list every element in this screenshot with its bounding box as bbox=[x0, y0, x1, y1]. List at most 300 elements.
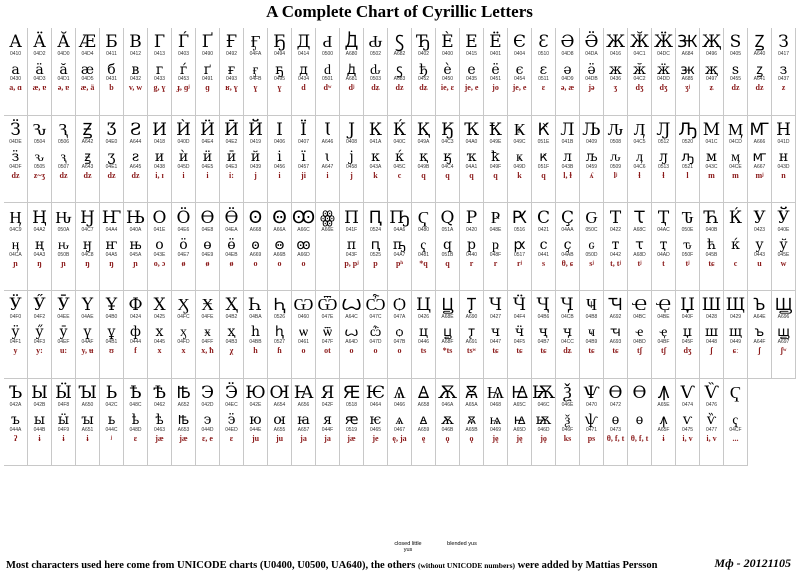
lowercase-glyph: ꙫ bbox=[274, 236, 285, 253]
lowercase-code: A685 bbox=[681, 76, 694, 83]
lowercase-code: A64D bbox=[345, 339, 358, 346]
letter-cell bbox=[244, 28, 268, 116]
lowercase-glyph: ҳ bbox=[227, 324, 236, 341]
lowercase-code: 0456 bbox=[273, 164, 286, 171]
uppercase-glyph: Ї bbox=[300, 120, 307, 141]
lowercase-glyph: г bbox=[155, 61, 164, 78]
lowercase-glyph: ꚍ bbox=[635, 236, 644, 253]
lowercase-code: 045F bbox=[681, 339, 694, 346]
phonetic-value: jæ bbox=[179, 434, 188, 444]
uppercase-code: 0409 bbox=[585, 139, 598, 145]
lowercase-glyph: љ bbox=[585, 149, 598, 166]
uppercase-code: A658 bbox=[417, 402, 430, 408]
phonetic-value: ə, æ bbox=[560, 83, 575, 93]
lowercase-code: 0511 bbox=[538, 76, 549, 83]
uppercase-glyph: Ѓ bbox=[177, 32, 190, 53]
letter-cell bbox=[532, 379, 556, 467]
phonetic-value: tʲ bbox=[685, 258, 690, 268]
lowercase-glyph: ԟ bbox=[539, 149, 548, 166]
lowercase-glyph: ї bbox=[301, 149, 306, 166]
uppercase-code: 0512 bbox=[657, 139, 670, 145]
uppercase-glyph: Ԏ bbox=[681, 207, 694, 228]
phonetic-value: æ, ä bbox=[80, 83, 95, 93]
phonetic-value: je, e bbox=[464, 83, 479, 93]
uppercase-code: 0474 bbox=[681, 402, 694, 408]
lowercase-code: 0431 bbox=[105, 76, 118, 83]
uppercase-code: 0407 bbox=[297, 139, 310, 145]
uppercase-code: 04A2 bbox=[33, 226, 46, 233]
letter-cell bbox=[340, 203, 364, 291]
lowercase-code: 04E7 bbox=[177, 251, 190, 258]
uppercase-code: A66C bbox=[297, 226, 310, 233]
uppercase-code: 048C bbox=[129, 402, 142, 408]
phonetic-value: dʷ bbox=[323, 83, 332, 93]
lowercase-code: 04E9 bbox=[201, 251, 214, 258]
phonetic-value: l, ɫ bbox=[563, 171, 572, 181]
uppercase-glyph: Ӟ bbox=[10, 120, 21, 141]
uppercase-glyph: Ꙕ bbox=[269, 383, 290, 404]
phonetic-value: i bbox=[182, 171, 185, 181]
uppercase-glyph: Ӡ bbox=[106, 120, 117, 141]
uppercase-glyph: Ѡ bbox=[293, 295, 314, 316]
footer-note bbox=[6, 560, 657, 571]
lowercase-glyph: ѣ bbox=[155, 412, 164, 429]
uppercase-code: 0490 bbox=[201, 51, 214, 58]
uppercase-glyph: Ӎ bbox=[727, 120, 744, 141]
lowercase-code: 046B bbox=[441, 427, 454, 434]
letter-cell bbox=[28, 291, 52, 379]
lowercase-code: 04A5 bbox=[105, 251, 118, 258]
letter-cell bbox=[628, 28, 652, 116]
lowercase-code: 0467 bbox=[393, 427, 406, 434]
uppercase-glyph: Ꙩ bbox=[248, 207, 263, 228]
uppercase-code: 0518 bbox=[345, 402, 358, 408]
uppercase-code: A666 bbox=[753, 139, 766, 145]
uppercase-code: 0476 bbox=[705, 402, 718, 408]
lowercase-code: 050B bbox=[57, 251, 70, 258]
lowercase-glyph: у bbox=[755, 236, 764, 253]
phonetic-value: je, e bbox=[512, 83, 527, 93]
lowercase-code: 0473 bbox=[609, 427, 622, 434]
lowercase-code: 0501 bbox=[321, 76, 334, 83]
lowercase-glyph: ш bbox=[704, 324, 718, 341]
letter-grid bbox=[4, 28, 796, 554]
letter-cell bbox=[52, 116, 76, 204]
uppercase-code: 0419 bbox=[249, 139, 262, 145]
uppercase-glyph: Ꚍ bbox=[634, 207, 645, 228]
lowercase-code: 04DF bbox=[9, 164, 22, 171]
phonetic-value: ʒ bbox=[613, 83, 618, 93]
phonetic-value: ɣ bbox=[253, 83, 258, 93]
letter-cell bbox=[364, 116, 388, 204]
lowercase-glyph: ң bbox=[35, 236, 44, 253]
lowercase-code: 044D bbox=[201, 427, 214, 434]
uppercase-code: 0420 bbox=[465, 226, 478, 233]
lowercase-code: 0450 bbox=[441, 76, 454, 83]
lowercase-glyph: ԍ bbox=[588, 236, 595, 253]
uppercase-glyph: Ӂ bbox=[629, 32, 650, 53]
letter-cell bbox=[604, 28, 628, 116]
lowercase-glyph: ӿ bbox=[204, 324, 211, 341]
uppercase-code: 051E bbox=[537, 139, 550, 145]
lowercase-code: 0461 bbox=[297, 339, 310, 346]
lowercase-code: 044B bbox=[33, 427, 46, 434]
letter-cell bbox=[148, 379, 172, 467]
letter-cell bbox=[52, 203, 76, 291]
phonetic-value: a, ɑ bbox=[9, 83, 22, 93]
phonetic-value: u: bbox=[59, 346, 68, 356]
uppercase-glyph: Ꙍ bbox=[341, 295, 362, 316]
phonetic-value: z bbox=[781, 83, 786, 93]
lowercase-glyph: ԏ bbox=[683, 236, 692, 253]
uppercase-code: 04AE bbox=[81, 314, 94, 321]
lowercase-glyph: ѷ bbox=[706, 412, 717, 429]
uppercase-glyph: Ч bbox=[488, 295, 503, 316]
lowercase-code: 04CE bbox=[729, 164, 742, 171]
lowercase-code: 0453 bbox=[177, 76, 190, 83]
phonetic-value: ʒʲ bbox=[684, 83, 691, 93]
uppercase-glyph: Ұ bbox=[105, 295, 118, 316]
phonetic-value: o bbox=[277, 258, 282, 268]
lowercase-glyph: ԇ bbox=[60, 149, 67, 166]
lowercase-glyph: е bbox=[467, 61, 476, 78]
lowercase-glyph: ү bbox=[83, 324, 92, 341]
letter-cell bbox=[100, 291, 124, 379]
uppercase-code: 050C bbox=[585, 226, 598, 233]
uppercase-code: 050E bbox=[681, 226, 694, 233]
lowercase-glyph: ԋ bbox=[57, 236, 70, 253]
phonetic-value: y bbox=[13, 346, 18, 356]
lowercase-code: 04DD bbox=[657, 76, 670, 83]
letter-cell bbox=[436, 28, 460, 116]
uppercase-code: 0402 bbox=[417, 51, 430, 58]
uppercase-glyph: Ѱ bbox=[583, 383, 600, 404]
uppercase-glyph: Ѫ bbox=[437, 383, 458, 404]
lowercase-glyph: ҍ bbox=[131, 412, 140, 429]
letter-cell bbox=[412, 203, 436, 291]
uppercase-glyph: Ԛ bbox=[440, 207, 455, 228]
lowercase-code: 0521 bbox=[681, 164, 694, 171]
uppercase-glyph: Ꙙ bbox=[417, 383, 430, 404]
letter-cell bbox=[508, 116, 532, 204]
lowercase-code: 043D bbox=[777, 164, 790, 171]
letter-cell bbox=[28, 116, 52, 204]
lowercase-glyph: ꙇ bbox=[324, 149, 331, 166]
phonetic-value: m bbox=[708, 171, 715, 181]
uppercase-glyph: Ӥ bbox=[200, 120, 215, 141]
uppercase-glyph: Ꙁ bbox=[754, 32, 765, 53]
letter-cell bbox=[292, 116, 316, 204]
uppercase-glyph: Ю bbox=[245, 383, 266, 404]
lowercase-glyph: д bbox=[299, 61, 308, 78]
phonetic-value: ie, ɛ bbox=[440, 83, 455, 93]
lowercase-code: 04BB bbox=[249, 339, 262, 346]
letter-cell bbox=[4, 203, 28, 291]
uppercase-code: 041D bbox=[777, 139, 790, 145]
letter-cell bbox=[532, 203, 556, 291]
lowercase-glyph: ҟ bbox=[491, 149, 500, 166]
phonetic-value: ə, ɐ bbox=[57, 83, 70, 93]
phonetic-value: tɕ bbox=[708, 258, 715, 268]
lowercase-glyph: и bbox=[154, 149, 165, 166]
lowercase-code: 0445 bbox=[153, 339, 166, 346]
lowercase-glyph: ꙅ bbox=[131, 149, 140, 166]
lowercase-glyph: л bbox=[563, 149, 572, 166]
lowercase-glyph: ӑ bbox=[59, 61, 68, 78]
phonetic-value: b bbox=[109, 83, 114, 93]
uppercase-glyph: Ө bbox=[200, 207, 215, 228]
lowercase-glyph: ѝ bbox=[178, 149, 189, 166]
uppercase-code: 04EA bbox=[225, 226, 238, 233]
phonetic-value: dz bbox=[59, 171, 68, 181]
uppercase-code: 0428 bbox=[705, 314, 718, 321]
lowercase-glyph: щ bbox=[728, 324, 742, 341]
lowercase-glyph: ꙁ bbox=[756, 61, 763, 78]
phonetic-value: dʲ bbox=[348, 83, 355, 93]
uppercase-glyph: Р bbox=[465, 207, 478, 228]
lowercase-glyph: т bbox=[611, 236, 620, 253]
letter-cell bbox=[4, 291, 28, 379]
uppercase-code: 0429 bbox=[729, 314, 742, 321]
uppercase-code: 04BE bbox=[657, 314, 670, 321]
uppercase-code: 04B8 bbox=[585, 314, 598, 321]
letter-cell bbox=[28, 203, 52, 291]
letter-cell bbox=[676, 203, 700, 291]
lowercase-code: 0457 bbox=[297, 164, 310, 171]
lowercase-glyph: ꚑ bbox=[468, 324, 475, 341]
letter-cell bbox=[100, 28, 124, 116]
uppercase-code: 047A bbox=[393, 314, 406, 321]
letter-cell bbox=[316, 203, 340, 291]
lowercase-glyph: ӄ bbox=[443, 149, 452, 166]
letter-cell bbox=[460, 379, 484, 467]
letter-cell bbox=[268, 291, 292, 379]
lowercase-code: 043F bbox=[345, 251, 358, 258]
uppercase-code: 041B bbox=[561, 139, 574, 145]
lowercase-glyph: м bbox=[706, 149, 717, 166]
lowercase-code: 0517 bbox=[513, 251, 526, 258]
lowercase-glyph: ӳ bbox=[35, 324, 44, 341]
uppercase-glyph: Ҝ bbox=[513, 120, 526, 141]
page-title: A Complete Chart of Cyrillic Letters bbox=[266, 2, 533, 21]
letter-cell bbox=[604, 291, 628, 379]
lowercase-code: 04A7 bbox=[393, 251, 406, 258]
lowercase-code: 04F5 bbox=[513, 339, 526, 346]
lowercase-code: A66D bbox=[297, 251, 310, 258]
lowercase-glyph: ꙑ bbox=[81, 412, 94, 429]
lowercase-glyph: ӂ bbox=[633, 61, 646, 78]
letter-cell bbox=[724, 291, 748, 379]
lowercase-glyph: ꚓ bbox=[610, 324, 621, 341]
lowercase-glyph: ӌ bbox=[562, 324, 573, 341]
phonetic-value: ɦ bbox=[277, 346, 282, 356]
lowercase-glyph: ӛ bbox=[587, 61, 596, 78]
lowercase-glyph: ӡ bbox=[107, 149, 116, 166]
lowercase-code: 04F9 bbox=[57, 427, 70, 434]
letter-cell bbox=[772, 116, 796, 204]
phonetic-value: ŋ bbox=[37, 258, 42, 268]
uppercase-glyph: Ё bbox=[489, 32, 502, 53]
lowercase-code: A641 bbox=[753, 76, 766, 83]
letter-cell bbox=[412, 379, 436, 467]
uppercase-code: 04D0 bbox=[57, 51, 70, 58]
uppercase-code: 04B2 bbox=[225, 314, 238, 321]
uppercase-glyph: Ѧ bbox=[393, 383, 406, 404]
uppercase-glyph: Ԃ bbox=[368, 32, 383, 53]
letter-cell bbox=[100, 203, 124, 291]
lowercase-code: 049B bbox=[417, 164, 430, 171]
lowercase-code: 0444 bbox=[129, 339, 142, 346]
letter-cell bbox=[484, 379, 508, 467]
lowercase-glyph: і bbox=[277, 149, 282, 166]
uppercase-glyph: Ј bbox=[348, 120, 355, 141]
lowercase-code: A667 bbox=[753, 164, 766, 171]
uppercase-code: 0401 bbox=[489, 51, 502, 58]
uppercase-glyph: Х bbox=[153, 295, 166, 316]
uppercase-code: 04D8 bbox=[561, 51, 574, 58]
uppercase-glyph: Ҁ bbox=[729, 383, 742, 404]
lowercase-code: 049F bbox=[489, 164, 502, 171]
lowercase-glyph: ꙭ bbox=[296, 236, 311, 253]
uppercase-glyph: А bbox=[9, 32, 22, 53]
phonetic-value: ot bbox=[324, 346, 331, 356]
uppercase-glyph: Ҽ bbox=[632, 295, 647, 316]
phonetic-value: u bbox=[757, 258, 762, 268]
uppercase-glyph: Ӑ bbox=[57, 32, 70, 53]
phonetic-value: tʃ bbox=[660, 346, 667, 356]
lowercase-code: A68D bbox=[633, 251, 646, 258]
letter-cell bbox=[244, 116, 268, 204]
uppercase-code: 0460 bbox=[297, 314, 310, 321]
phonetic-value: q bbox=[469, 171, 474, 181]
uppercase-glyph: Ӓ bbox=[33, 32, 46, 53]
letter-cell bbox=[316, 291, 340, 379]
uppercase-code: A680 bbox=[345, 51, 358, 58]
phonetic-value: dz bbox=[83, 171, 92, 181]
lowercase-code: 0505 bbox=[33, 164, 46, 171]
letter-cell bbox=[532, 28, 556, 116]
letter-cell bbox=[484, 116, 508, 204]
letter-cell bbox=[172, 116, 196, 204]
phonetic-value: ɬ bbox=[638, 171, 641, 181]
letter-cell bbox=[460, 116, 484, 204]
lowercase-glyph: ԗ bbox=[513, 236, 526, 253]
phonetic-value: θ, f, t bbox=[630, 434, 649, 444]
uppercase-glyph: Ꙏ bbox=[753, 295, 766, 316]
uppercase-code: 04EC bbox=[225, 402, 238, 408]
phonetic-value: ɲ bbox=[13, 258, 18, 268]
letter-cell bbox=[292, 203, 316, 291]
uppercase-glyph: Ӹ bbox=[55, 383, 72, 404]
letter-cell bbox=[124, 28, 148, 116]
phonetic-value: x bbox=[181, 346, 186, 356]
lowercase-glyph: ꙗ bbox=[297, 412, 310, 429]
uppercase-glyph: Ԓ bbox=[656, 120, 671, 141]
phonetic-value: ę, ja bbox=[392, 434, 407, 444]
uppercase-glyph: Ꙇ bbox=[324, 120, 331, 141]
lowercase-glyph: ѓ bbox=[179, 61, 188, 78]
lowercase-code: 04C8 bbox=[81, 251, 94, 258]
uppercase-code: A64E bbox=[753, 314, 766, 321]
lowercase-code: 0481 bbox=[417, 251, 430, 258]
lowercase-code: 043E bbox=[153, 251, 166, 258]
uppercase-code: 0472 bbox=[609, 402, 622, 408]
uppercase-code: 04E2 bbox=[225, 139, 238, 145]
uppercase-glyph: Ꚗ bbox=[774, 295, 793, 316]
uppercase-code: 042A bbox=[9, 402, 22, 408]
uppercase-glyph: Ꙝ bbox=[511, 383, 528, 404]
lowercase-glyph: ҁ bbox=[420, 236, 427, 253]
lowercase-glyph: ԙ bbox=[344, 412, 359, 429]
lowercase-code: 0449 bbox=[729, 339, 742, 346]
uppercase-glyph: Ꚏ bbox=[441, 295, 454, 316]
phonetic-value: tʲ bbox=[637, 258, 642, 268]
uppercase-glyph: Ў bbox=[777, 207, 790, 228]
letter-cell bbox=[244, 379, 268, 467]
uppercase-code: 0414 bbox=[297, 51, 310, 58]
lowercase-code: 0507 bbox=[57, 164, 70, 171]
phonetic-value: i bbox=[278, 171, 281, 181]
lowercase-glyph: ꙛ bbox=[467, 412, 476, 429]
uppercase-code: 041A bbox=[369, 139, 382, 145]
lowercase-code: 0458 bbox=[345, 164, 358, 171]
lowercase-glyph: ҡ bbox=[466, 149, 477, 166]
uppercase-glyph: И bbox=[152, 120, 167, 141]
lowercase-glyph: ӯ bbox=[59, 324, 68, 341]
phonetic-value: ʊ bbox=[109, 346, 114, 356]
lowercase-code: 050D bbox=[585, 251, 598, 258]
letter-cell bbox=[748, 203, 772, 291]
lowercase-code: 04B7 bbox=[537, 339, 550, 346]
uppercase-glyph: Ԙ bbox=[342, 383, 361, 404]
uppercase-glyph: Ѭ bbox=[532, 383, 556, 404]
uppercase-code: 04E4 bbox=[201, 139, 214, 145]
uppercase-code: 051A bbox=[441, 226, 454, 233]
uppercase-code: 04B0 bbox=[105, 314, 118, 321]
letter-cell bbox=[412, 116, 436, 204]
uppercase-code: 0426 bbox=[417, 314, 430, 321]
letter-cell bbox=[508, 379, 532, 467]
letter-cell bbox=[484, 291, 508, 379]
lowercase-code: 047D bbox=[369, 339, 382, 346]
lowercase-code: 046D bbox=[537, 427, 550, 434]
uppercase-glyph: Қ bbox=[416, 120, 431, 141]
uppercase-code: 0502 bbox=[369, 51, 382, 58]
lowercase-glyph: ꚏ bbox=[443, 324, 452, 341]
letter-cell bbox=[340, 291, 364, 379]
letter-cell bbox=[388, 28, 412, 116]
lowercase-code: 0459 bbox=[585, 164, 598, 171]
uppercase-glyph: Ѵ bbox=[680, 383, 695, 404]
uppercase-code: 0400 bbox=[441, 51, 454, 58]
uppercase-glyph: Ꙅ bbox=[129, 120, 142, 141]
uppercase-code: A692 bbox=[609, 314, 622, 321]
uppercase-code: 047C bbox=[369, 314, 382, 321]
lowercase-code: 04D3 bbox=[33, 76, 46, 83]
uppercase-glyph: Ԡ bbox=[678, 120, 697, 141]
uppercase-code: 0462 bbox=[153, 402, 166, 408]
letter-cell bbox=[76, 291, 100, 379]
lowercase-glyph: ӈ bbox=[82, 236, 93, 253]
lowercase-glyph: р bbox=[467, 236, 476, 253]
letter-cell bbox=[508, 203, 532, 291]
lowercase-code: 04E1 bbox=[105, 164, 118, 171]
lowercase-code: 0465 bbox=[369, 427, 382, 434]
uppercase-glyph: Ꙟ bbox=[657, 383, 670, 404]
lowercase-glyph: а bbox=[11, 61, 20, 78]
phonetic-value: ɨ bbox=[62, 434, 65, 444]
lowercase-glyph: ҕ bbox=[275, 61, 284, 78]
